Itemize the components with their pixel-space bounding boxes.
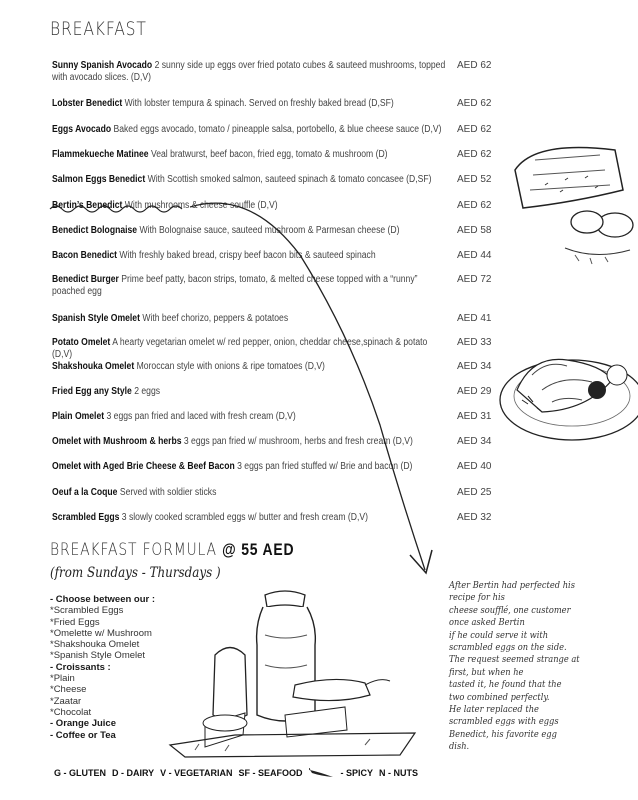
bread-illustration [505,130,635,270]
legend-seafood: SF - SEAFOOD [238,768,303,778]
menu-item-price: AED 72 [457,274,492,285]
page-title: BREAKFAST [50,18,147,40]
menu-item-name: Omelet with Mushroom & herbs [52,436,182,447]
story-line: The request seemed strange at [449,655,580,666]
menu-item-name: Plain Omelet [52,411,105,422]
menu-item-name: Lobster Benedict [52,98,123,109]
menu-item-desc: Prime beef patty, bacon strips, tomato, & melted cheese topped with a “runny” [118,274,418,285]
choice-option: *Spanish Style Omelet [50,650,146,662]
menu-item-name: Bacon Benedict [52,250,117,261]
legend-gluten: G - GLUTEN [54,768,106,778]
menu-item-text [52,124,448,136]
choice-option: *Cheese [50,684,87,696]
menu-item-name: Salmon Eggs Benedict [52,174,146,185]
story-line: Benedict, his favorite egg [449,729,557,740]
formula-title-text: BREAKFAST FORMULA [50,540,223,560]
choice-heading: - Croissants : [50,661,111,673]
formula-subtitle: (from Sundays - Thursdays ) [50,565,221,581]
menu-item-desc: A hearty vegetarian omelet w/ red pepper, onion, cheddar cheese,spinach & potato (D,V) [52,337,428,360]
menu-item-price: AED 58 [457,225,492,236]
menu-item-desc: 3 eggs pan fried w/ mushroom, herbs and fresh cream (D,V) [181,436,413,447]
menu-item-name: Potato Omelet [52,337,111,348]
story-line: scrambled eggs on the side. [449,643,567,654]
story-line: recipe for his [449,593,505,604]
menu-item-price: AED 62 [457,200,492,211]
menu-item-name: Benedict Burger [52,274,119,285]
choice-heading: - Orange Juice [50,718,116,730]
choice-option: *Chocolat [50,706,92,718]
menu-item-price: AED 31 [457,411,492,422]
menu-item-desc: With mushrooms & cheese souffle (D,V) [122,200,278,211]
menu-item-price: AED 62 [457,98,492,109]
menu-item [52,124,492,136]
menu-item-name: Scrambled Eggs [52,512,120,523]
menu-item-price: AED 62 [457,60,492,71]
menu-item-desc: With lobster tempura & spinach. Served on freshly baked bread (D,SF) [122,98,394,109]
plate-illustration [492,330,638,445]
story-line: dish. [449,742,470,753]
menu-item-name: Sunny Spanish Avocado [52,60,153,71]
formula-title [50,540,294,560]
menu-item-price: AED 34 [457,436,492,447]
menu-item [52,60,492,84]
story-line: scrambled eggs with eggs [449,717,559,728]
story-line: He later replaced the [449,705,539,716]
choice-option: *Omelette w/ Mushroom [50,627,152,639]
menu-item-price: AED 40 [457,461,492,472]
menu-item-desc: Baked eggs avocado, tomato / pineapple salsa, portobello, & blue cheese sauce (D,V) [111,124,442,135]
choice-heading: - Choose between our : [50,594,156,605]
menu-item-desc: With Scottish smoked salmon, sauteed spinach & tomato concasee (D,SF) [145,174,432,185]
menu-item-text [52,149,448,161]
choice-option: *Scrambled Eggs [50,605,124,617]
menu-item-name: Fried Egg any Style [52,386,132,397]
bertin-story [449,580,587,754]
legend-spicy: - SPICY [340,768,374,778]
menu-item-price: AED 44 [457,250,492,261]
menu-item-desc: With freshly baked bread, crispy beef bacon bits & sauteed spinach [116,250,376,261]
choice-option: *Plain [50,673,75,685]
jars-illustration [165,585,425,760]
chili-icon [309,768,335,778]
story-line: tasted it, he found that the [449,680,562,691]
menu-item-desc: Veal bratwurst, beef bacon, fried egg, tomato & mushroom (D) [148,149,388,160]
story-line: once asked Bertin [449,618,525,629]
menu-item-name: Eggs Avocado [52,124,112,135]
menu-item-price: AED 33 [457,337,492,348]
story-line: first, but when he [449,667,524,678]
menu-item [52,98,492,110]
menu-item-price: AED 29 [457,386,492,397]
choice-option: *Fried Eggs [50,616,100,628]
menu-item-desc: Served with soldier sticks [117,487,217,498]
story-line: two combined perfectly. [449,692,550,703]
choice-option: *Shakshouka Omelet [50,639,140,651]
story-line: cheese soufflé, one customer [449,605,571,616]
menu-item-price: AED 25 [457,487,492,498]
menu-item-desc: 3 eggs pan fried stuffed w/ Brie and bacon (D) [234,461,413,472]
menu-item-desc-cont: poached egg [52,286,102,297]
menu-item-price: AED 62 [457,124,492,135]
menu-item-desc: 3 slowly cooked scrambled eggs w/ butter and fresh cream (D,V) [119,512,368,523]
menu-item-desc: 3 eggs pan fried and laced with fresh cream (D,V) [104,411,296,422]
legend-vegetarian: V - VEGETARIAN [160,768,233,778]
story-line: if he could serve it with [449,630,549,641]
arrow-doodle [40,195,460,585]
legend-nuts: N - NUTS [379,768,419,778]
story-line: After Bertin had perfected his [449,581,575,591]
choice-heading: - Coffee or Tea [50,729,116,741]
choice-option: *Zaatar [50,695,82,707]
legend [54,768,418,778]
menu-item-text [52,60,448,84]
menu-item-desc: 2 sunny side up eggs over fried potato cubes & sauteed mushrooms, topped [152,60,446,71]
menu-item-desc: With Bolognaise sauce, sauteed mushroom & Parmesan cheese (D) [137,225,400,236]
menu-item-name: Oeuf a la Coque [52,487,118,498]
menu-item-name: Omelet with Aged Brie Cheese & Beef Bacon [52,461,235,472]
menu-item-desc-cont: with avocado slices. (D,V) [52,72,151,83]
menu-item [52,174,492,186]
menu-item-name: Bertin’s Benedict [52,200,123,211]
legend-dairy: D - DAIRY [112,768,155,778]
menu-item-text [52,98,448,110]
menu-item-name: Benedict Bolognaise [52,225,138,236]
menu-item-desc: With beef chorizo, peppers & potatoes [139,313,289,324]
formula-price: @ 55 AED [222,540,295,559]
menu-item-price: AED 62 [457,149,492,160]
menu-item-price: AED 34 [457,361,492,372]
menu-item-name: Flammekueche Matinee [52,149,149,160]
menu-item-name: Shakshouka Omelet [52,361,135,372]
menu-item-text [52,174,448,186]
menu-item-desc: Moroccan style with onions & ripe tomatoes (D,V) [134,361,325,372]
menu-item-price: AED 41 [457,313,492,324]
menu-item [52,149,492,161]
menu-item-desc: 2 eggs [131,386,161,397]
menu-item-price: AED 32 [457,512,492,523]
menu-item-price: AED 52 [457,174,492,185]
menu-item-name: Spanish Style Omelet [52,313,140,324]
